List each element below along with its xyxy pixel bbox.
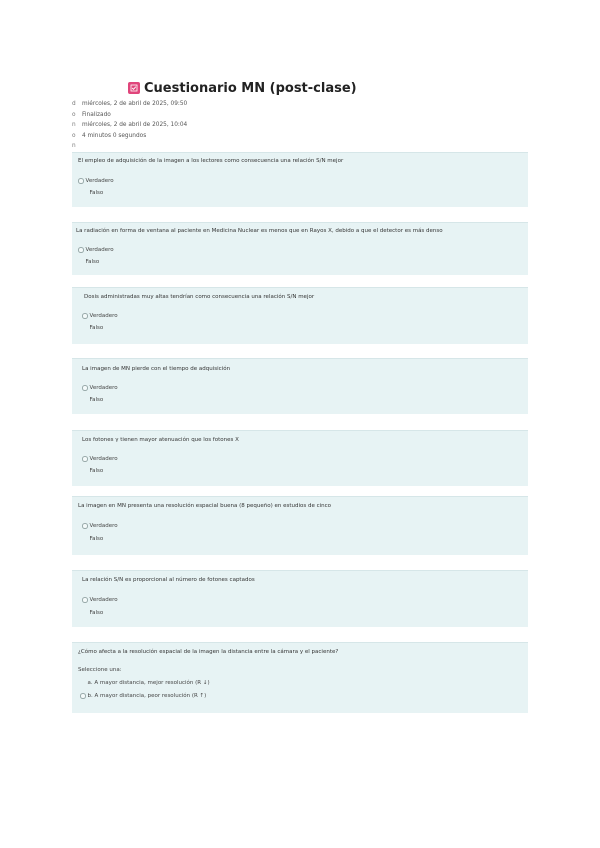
option-label: Falso: [89, 536, 104, 542]
option-true[interactable]: [82, 597, 118, 603]
option-false[interactable]: [82, 397, 103, 403]
option-label: Verdadero: [89, 385, 118, 391]
question-card-8: [72, 642, 528, 713]
option-label: Falso: [89, 190, 104, 196]
quiz-icon: [128, 82, 140, 94]
meta-key: n: [72, 143, 76, 150]
option-label: Falso: [89, 325, 104, 331]
option-label: Verdadero: [89, 523, 118, 529]
option-true[interactable]: [82, 385, 118, 391]
option-false[interactable]: [78, 259, 99, 265]
question-card-2: [72, 222, 528, 275]
radio-icon[interactable]: [78, 178, 84, 184]
question-text: La relación S/N es proporcional al número de fotones captados: [82, 577, 255, 583]
question-card-6: [72, 496, 528, 555]
question-card-7: [72, 570, 528, 627]
meta-row: [72, 131, 187, 142]
question-card-5: [72, 430, 528, 486]
option-false[interactable]: [82, 190, 103, 196]
option-a[interactable]: [80, 680, 210, 686]
question-text: Los fotones γ tienen mayor atenuación que los fotones X: [82, 437, 239, 443]
option-label: Verdadero: [85, 178, 114, 184]
meta-row: [72, 110, 187, 121]
radio-icon[interactable]: [78, 247, 84, 253]
option-label: Verdadero: [89, 456, 118, 462]
question-text: El empleo de adquisición de la imagen a los lectores como consecuencia una relación S/N mejor: [78, 158, 344, 164]
option-true[interactable]: [82, 523, 118, 529]
meta-key: n: [72, 122, 76, 129]
option-label: a. A mayor distancia, mejor resolución (R ↓): [87, 680, 210, 686]
radio-icon[interactable]: [82, 523, 88, 529]
option-false[interactable]: [82, 536, 103, 542]
meta-row: [72, 141, 187, 152]
meta-row: [72, 99, 187, 110]
option-b[interactable]: [80, 693, 206, 699]
page-title: Cuestionario MN (post-clase): [144, 80, 357, 96]
radio-icon[interactable]: [82, 456, 88, 462]
option-label: Verdadero: [85, 247, 114, 253]
question-card-4: [72, 358, 528, 414]
question-card-1: [72, 152, 528, 207]
option-true[interactable]: [82, 313, 118, 319]
option-false[interactable]: [82, 325, 103, 331]
radio-icon[interactable]: [82, 313, 88, 319]
meta-key: o: [72, 132, 76, 139]
option-label: Falso: [89, 397, 104, 403]
meta-key: o: [72, 111, 76, 118]
option-label: Falso: [85, 259, 100, 265]
question-text: ¿Cómo afecta a la resolución espacial de la imagen la distancia entre la cámara y el paciente?: [78, 649, 339, 655]
option-false[interactable]: [82, 610, 103, 616]
option-true[interactable]: [78, 247, 114, 253]
meta-value: Finalizado: [82, 111, 111, 118]
meta-value: miércoles, 2 de abril de 2025, 10:04: [82, 122, 188, 129]
meta-value: 4 minutos 0 segundos: [82, 132, 147, 139]
option-label: Verdadero: [89, 597, 118, 603]
question-text: La radiación en forma de ventana al paciente en Medicina Nuclear es menos que en Rayos X, debido a que el detector es más denso: [76, 228, 443, 234]
meta-value: miércoles, 2 de abril de 2025, 09:50: [82, 101, 188, 108]
question-card-3: [72, 287, 528, 344]
option-label: Falso: [89, 610, 104, 616]
question-text: La imagen de MN pierde con el tiempo de adquisición: [82, 366, 231, 372]
question-text: Dosis administradas muy altas tendrían como consecuencia una relación S/N mejor: [84, 294, 315, 300]
radio-icon[interactable]: [82, 385, 88, 391]
option-true[interactable]: [78, 178, 114, 184]
option-label: Falso: [89, 468, 104, 474]
meta-key: d: [72, 101, 76, 108]
meta-row: [72, 120, 187, 131]
select-one-prompt: Seleccione una:: [78, 667, 122, 673]
radio-icon[interactable]: [80, 693, 86, 699]
option-true[interactable]: [82, 456, 118, 462]
quiz-title-row: [128, 79, 357, 97]
attempt-summary: [72, 99, 187, 152]
option-label: Verdadero: [89, 313, 118, 319]
radio-icon[interactable]: [82, 597, 88, 603]
option-false[interactable]: [82, 468, 103, 474]
question-text: La imagen en MN presenta una resolución espacial buena (8 pequeño) en estudios de cinco: [78, 503, 332, 509]
option-label: b. A mayor distancia, peor resolución (R ↑): [87, 693, 207, 699]
